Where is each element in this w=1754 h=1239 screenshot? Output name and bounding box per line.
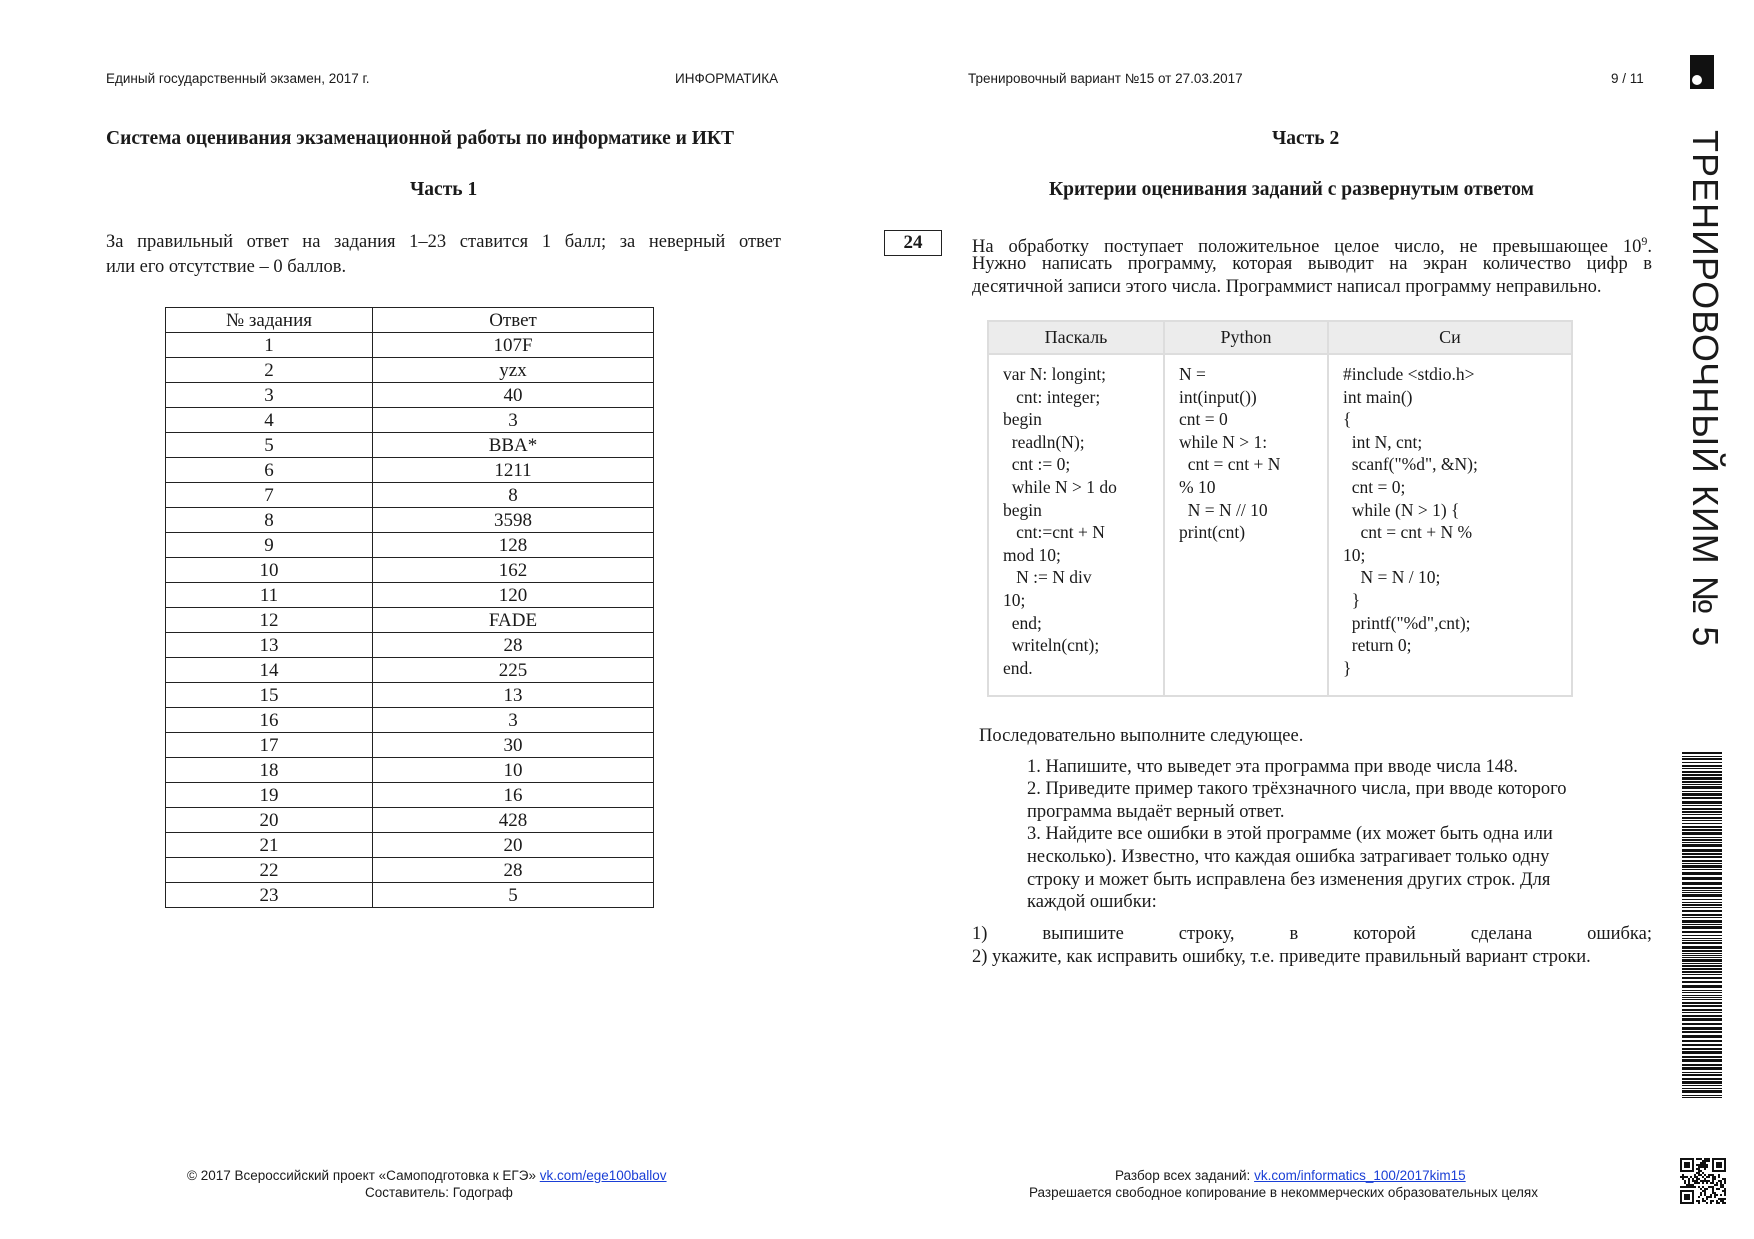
task-number-cell: 20 xyxy=(166,808,373,833)
task-number-cell: 4 xyxy=(166,408,373,433)
task-number-cell: 1 xyxy=(166,333,373,358)
table-row xyxy=(166,633,654,658)
answer-cell: yzx xyxy=(373,358,654,383)
task-number-cell: 9 xyxy=(166,533,373,558)
sub-step-1-word: сделана xyxy=(1470,924,1533,944)
answer-cell: FADE xyxy=(373,608,654,633)
answer-cell: 3 xyxy=(373,708,654,733)
table-row xyxy=(166,408,654,433)
answer-cell: 20 xyxy=(373,833,654,858)
task-number-cell: 3 xyxy=(166,383,373,408)
table-row xyxy=(166,608,654,633)
task-number-cell: 12 xyxy=(166,608,373,633)
sub-step-1 xyxy=(972,923,1652,946)
code-c: #include <stdio.h> int main() { int N, cnt; scanf("%d", &N); cnt = 0; while (N > 1) { cnt = cnt + N % 10; N = N / 10; } printf("%d",cnt); return 0; } xyxy=(1343,364,1478,678)
step-3-line3: строку и может быть исправлена без изменения других строк. Для xyxy=(1027,870,1551,890)
sub-step-1-word: выпишите xyxy=(1042,924,1124,944)
task-number-cell: 18 xyxy=(166,758,373,783)
table-row xyxy=(166,733,654,758)
answer-cell: 10 xyxy=(373,758,654,783)
task-number-cell: 6 xyxy=(166,458,373,483)
code-table xyxy=(987,320,1573,697)
task-number-cell: 2 xyxy=(166,358,373,383)
code-header-python: Python xyxy=(1164,321,1328,354)
answer-cell: 3598 xyxy=(373,508,654,533)
answer-cell: 5 xyxy=(373,883,654,908)
grading-system-title: Система оценивания экзаменационной работы по информатике и ИКТ xyxy=(106,128,735,149)
answer-cell: 40 xyxy=(373,383,654,408)
table-row xyxy=(166,333,654,358)
table-row xyxy=(166,783,654,808)
vertical-kim-title-text: ТРЕНИРОВОЧНЫЙ КИМ № 5 xyxy=(1685,130,1726,648)
table-row xyxy=(166,883,654,908)
step-3-line1: 3. Найдите все ошибки в этой программе (их может быть одна или xyxy=(1027,824,1553,844)
task-number-cell: 15 xyxy=(166,683,373,708)
answer-cell: 1211 xyxy=(373,458,654,483)
task-number-cell: 16 xyxy=(166,708,373,733)
task-text-line1-end: . xyxy=(1647,237,1652,258)
vertical-kim-title xyxy=(1684,130,1732,648)
code-cell-python xyxy=(1164,354,1328,696)
task-number-cell: 22 xyxy=(166,858,373,883)
footer-author: Составитель: Годограф xyxy=(365,1185,513,1200)
answer-cell: 162 xyxy=(373,558,654,583)
task-number-cell: 7 xyxy=(166,483,373,508)
answers-table xyxy=(165,307,654,908)
code-cell-pascal xyxy=(988,354,1164,696)
corner-marker-icon xyxy=(1690,55,1714,89)
table-row xyxy=(166,808,654,833)
table-row xyxy=(166,458,654,483)
part1-intro-line1: За правильный ответ на задания 1–23 ставится 1 балл; за неверный ответ xyxy=(106,232,781,252)
task-number-box: 24 xyxy=(884,230,942,256)
answer-cell: 30 xyxy=(373,733,654,758)
task-number-cell: 21 xyxy=(166,833,373,858)
task-text-line1-main: На обработку поступает положительное целое число, не превышающее 10 xyxy=(972,237,1642,258)
steps-intro: Последовательно выполните следующее. xyxy=(979,726,1304,746)
task-text-line3: десятичной записи этого числа. Программист написал программу неправильно. xyxy=(972,277,1602,297)
answer-cell: 3 xyxy=(373,408,654,433)
answer-cell: 428 xyxy=(373,808,654,833)
table-row xyxy=(166,583,654,608)
table-row xyxy=(166,683,654,708)
table-row xyxy=(166,483,654,508)
table-row xyxy=(166,508,654,533)
criteria-title: Критерии оценивания заданий с развернутым ответом xyxy=(1049,179,1534,200)
part1-intro-line2: или его отсутствие – 0 баллов. xyxy=(106,257,347,277)
task-number-cell: 23 xyxy=(166,883,373,908)
column-header-answer: Ответ xyxy=(373,308,654,333)
sub-step-1-word: которой xyxy=(1353,924,1416,944)
step-2-line2: программа выдаёт верный ответ. xyxy=(1027,802,1285,822)
step-3-line4: каждой ошибки: xyxy=(1027,892,1157,912)
table-row xyxy=(166,833,654,858)
answer-cell: 13 xyxy=(373,683,654,708)
task-number-cell: 8 xyxy=(166,508,373,533)
table-row xyxy=(166,558,654,583)
step-2-line1: 2. Приведите пример такого трёхзначного числа, при вводе которого xyxy=(1027,779,1567,799)
code-header-pascal: Паскаль xyxy=(988,321,1164,354)
barcode-icon xyxy=(1682,752,1722,1100)
sub-step-1-word: 1) xyxy=(972,924,988,944)
footer-copyright-notice: Разрешается свободное копирование в некоммерческих образовательных целях xyxy=(1029,1185,1538,1200)
answer-cell: 128 xyxy=(373,533,654,558)
answer-cell: 8 xyxy=(373,483,654,508)
answer-cell: 107F xyxy=(373,333,654,358)
task-number-cell: 19 xyxy=(166,783,373,808)
header-subject: ИНФОРМАТИКА xyxy=(675,71,779,86)
header-exam-title: Единый государственный экзамен, 2017 г. xyxy=(106,71,370,86)
sub-step-1-word: в xyxy=(1289,924,1299,944)
answer-cell: 28 xyxy=(373,633,654,658)
answer-cell: 120 xyxy=(373,583,654,608)
task-number-cell: 17 xyxy=(166,733,373,758)
table-row xyxy=(166,758,654,783)
task-number-cell: 13 xyxy=(166,633,373,658)
task-number-cell: 14 xyxy=(166,658,373,683)
task-number-cell: 10 xyxy=(166,558,373,583)
table-row xyxy=(166,708,654,733)
header-page-number: 9 / 11 xyxy=(1611,71,1644,86)
table-row xyxy=(166,433,654,458)
answer-cell: 28 xyxy=(373,858,654,883)
answer-cell: BBA* xyxy=(373,433,654,458)
footer-right-line1 xyxy=(1115,1168,1466,1183)
part1-title: Часть 1 xyxy=(410,179,478,200)
step-1: 1. Напишите, что выведет эта программа при вводе числа 148. xyxy=(1027,757,1518,777)
answer-cell: 16 xyxy=(373,783,654,808)
footer-project-link[interactable]: vk.com/ege100ballov xyxy=(539,1168,667,1183)
table-row xyxy=(166,383,654,408)
part2-title: Часть 2 xyxy=(1272,128,1340,149)
qr-code-icon xyxy=(1680,1158,1726,1204)
task-text-exponent: 9 xyxy=(1641,234,1648,248)
table-row xyxy=(166,658,654,683)
table-row xyxy=(166,858,654,883)
code-pascal: var N: longint; cnt: integer; begin readln(N); cnt := 0; while N > 1 do begin cnt:=cnt + N mod 10; N := N div 10; end; writeln(cnt); end. xyxy=(1003,364,1117,678)
footer-analysis-link[interactable]: vk.com/informatics_100/2017kim15 xyxy=(1254,1168,1466,1183)
sub-step-2: 2) укажите, как исправить ошибку, т.е. приведите правильный вариант строки. xyxy=(972,947,1591,967)
footer-analysis-text: Разбор всех заданий: xyxy=(1115,1168,1251,1183)
header-variant: Тренировочный вариант №15 от 27.03.2017 xyxy=(968,71,1243,86)
sub-step-1-word: ошибка; xyxy=(1587,924,1652,944)
code-cell-c xyxy=(1328,354,1572,696)
answer-cell: 225 xyxy=(373,658,654,683)
task-number-cell: 11 xyxy=(166,583,373,608)
task-number-cell: 5 xyxy=(166,433,373,458)
footer-project-text: © 2017 Всероссийский проект «Самоподготовка к ЕГЭ» xyxy=(187,1168,536,1183)
sub-step-1-word: строку, xyxy=(1178,924,1235,944)
code-header-c: Си xyxy=(1328,321,1572,354)
answers-table-header xyxy=(166,308,654,333)
table-row xyxy=(166,358,654,383)
step-3-line2: несколько). Известно, что каждая ошибка затрагивает только одну xyxy=(1027,847,1550,867)
table-row xyxy=(166,533,654,558)
code-python: N = int(input()) cnt = 0 while N > 1: cnt = cnt + N % 10 N = N // 10 print(cnt) xyxy=(1179,364,1281,543)
column-header-task-number: № задания xyxy=(166,308,373,333)
task-text-line2: Нужно написать программу, которая выводит на экран количество цифр в xyxy=(972,254,1652,274)
footer-left-line1 xyxy=(187,1168,667,1183)
